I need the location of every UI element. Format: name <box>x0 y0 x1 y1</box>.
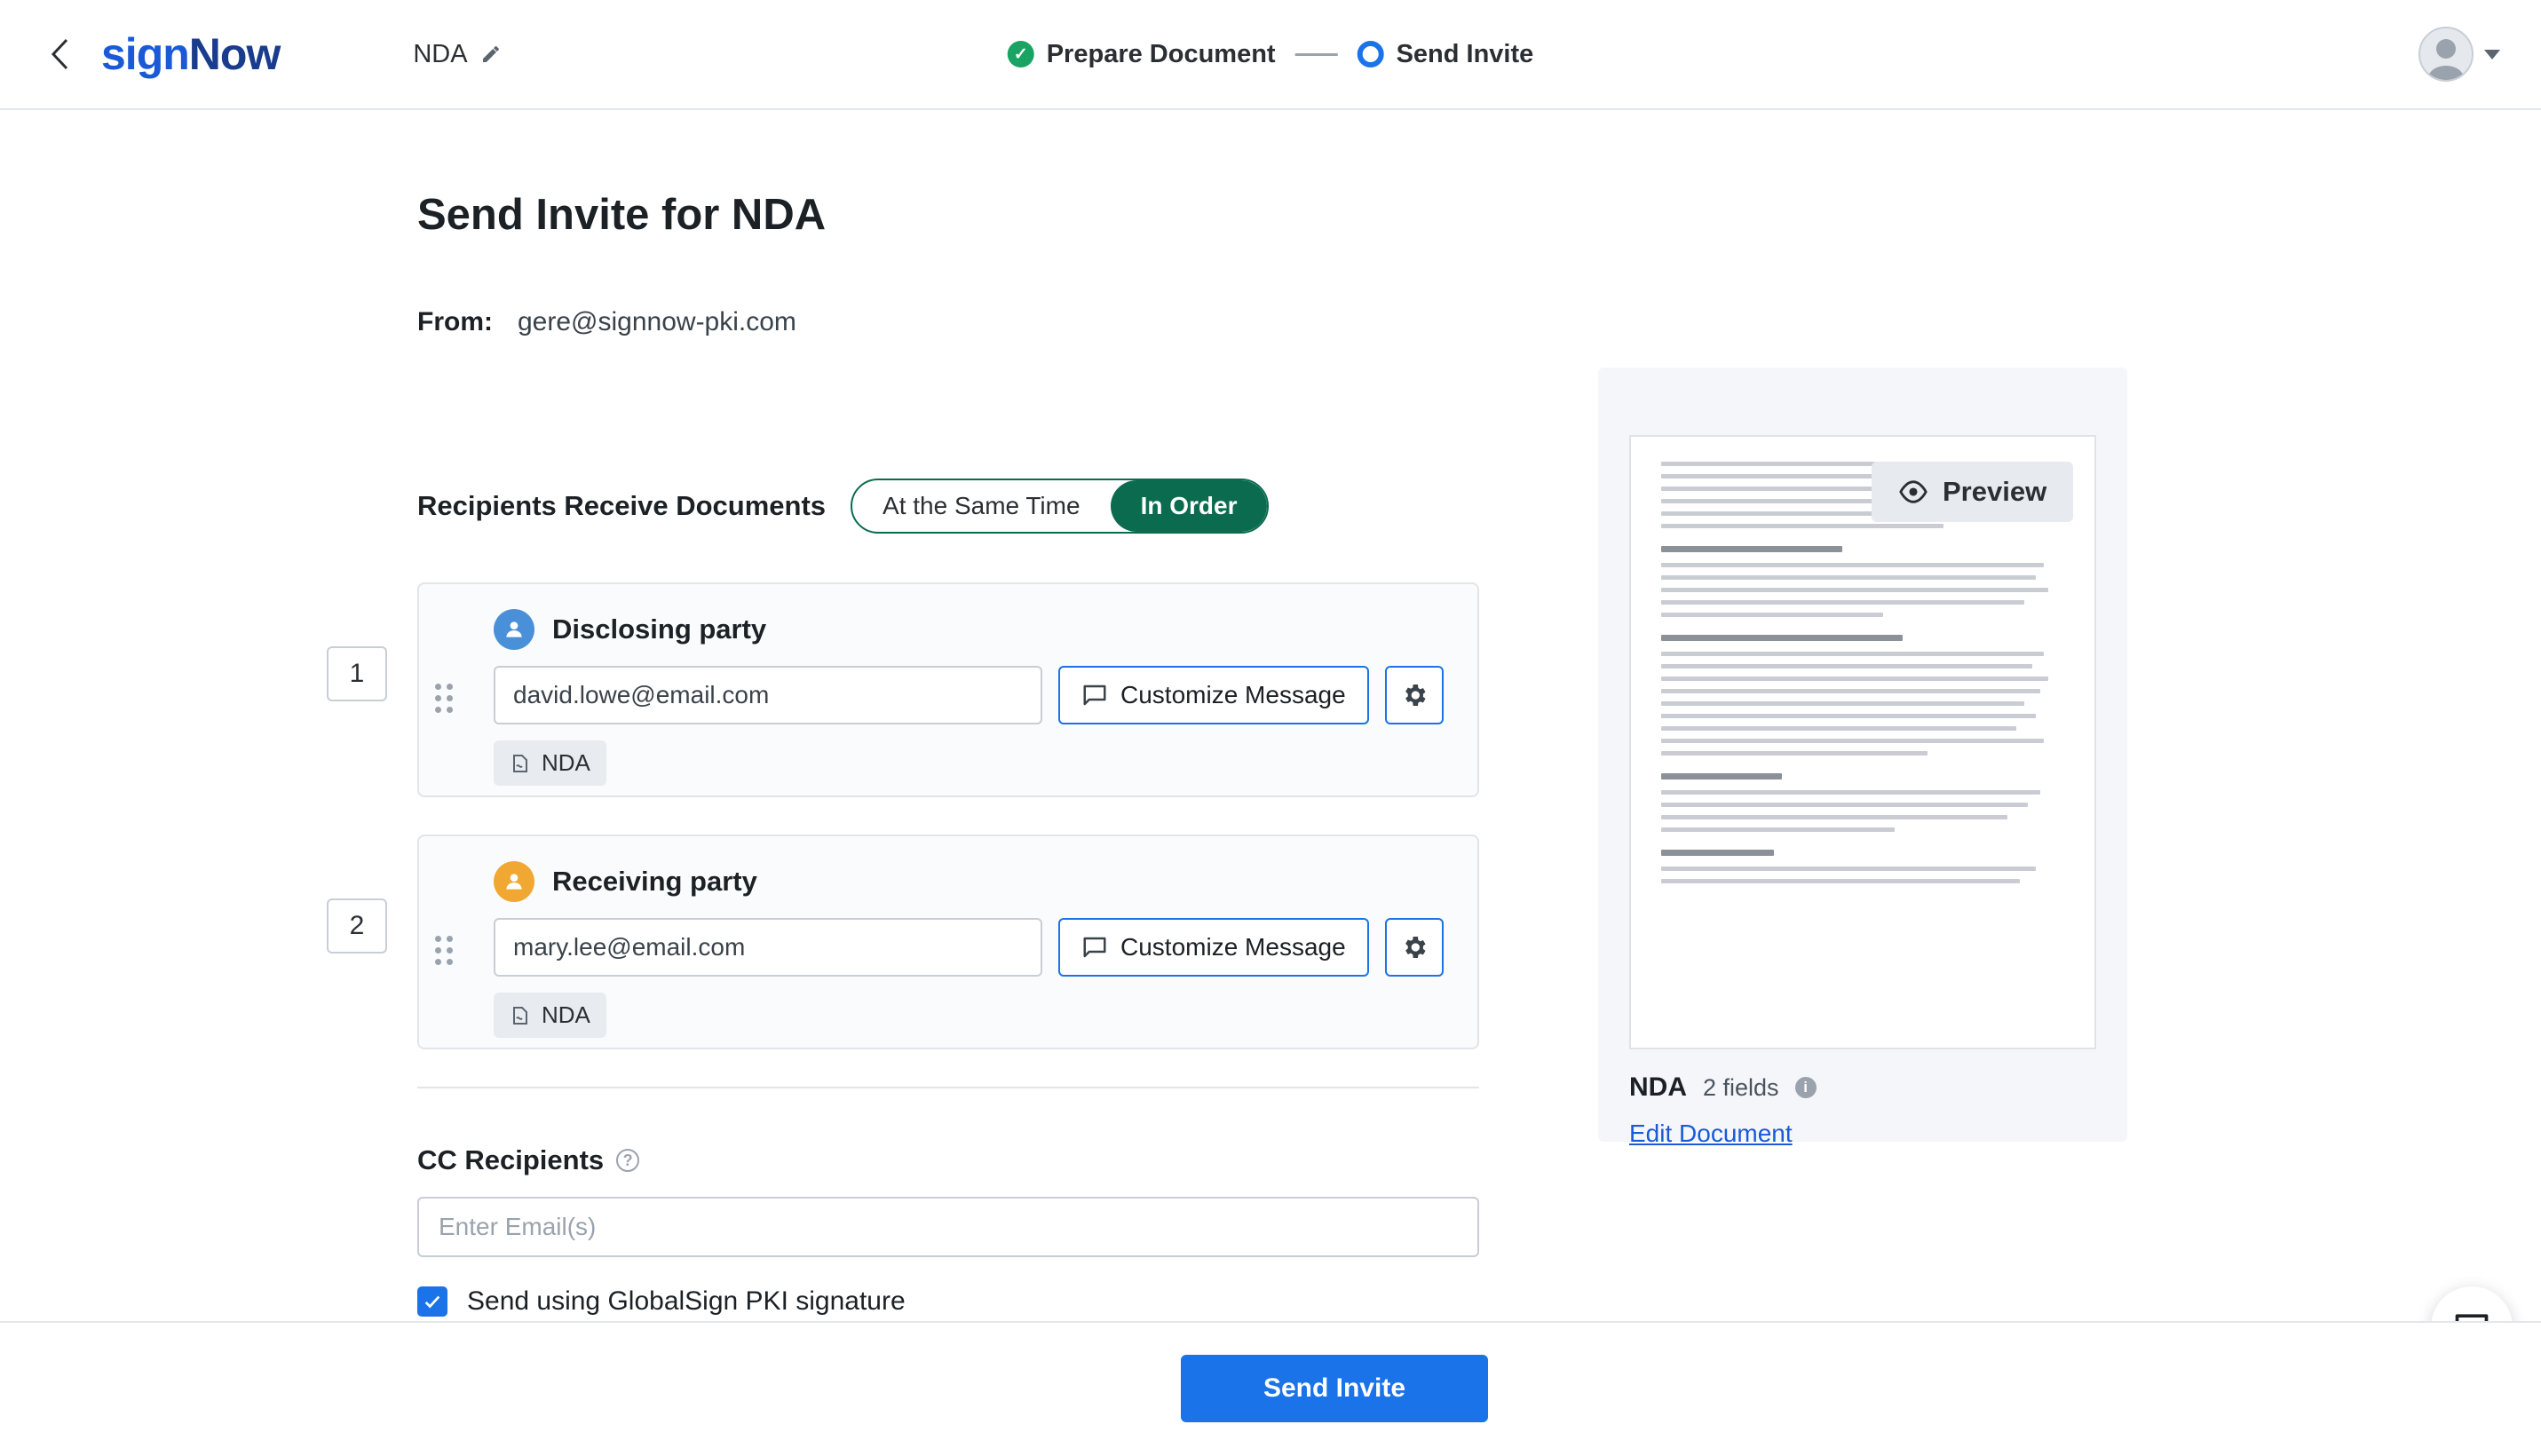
recipient-settings-button[interactable] <box>1385 666 1444 724</box>
recipient-card <box>417 582 1479 797</box>
recipient-role: Receiving party <box>552 866 757 897</box>
footer-bar <box>0 1321 2541 1456</box>
question-mark-icon[interactable]: ? <box>616 1149 639 1172</box>
avatar <box>2418 27 2474 82</box>
preview-button[interactable] <box>1872 462 2073 522</box>
logo-text-now: Now <box>188 29 281 79</box>
step-connector <box>1295 53 1338 56</box>
signnow-logo[interactable] <box>101 28 280 80</box>
recipient-line <box>419 902 1477 977</box>
recipient-header <box>419 836 1477 902</box>
order-toggle-group[interactable] <box>851 479 1269 534</box>
from-label: From: <box>417 307 493 336</box>
customize-message-label: Customize Message <box>1120 933 1346 961</box>
gear-icon <box>1400 681 1429 709</box>
preview-doc-name: NDA <box>1629 1072 1687 1102</box>
message-icon <box>1081 682 1108 708</box>
document-name: NDA <box>413 39 468 68</box>
recipient-email-input[interactable] <box>494 918 1042 977</box>
account-menu[interactable] <box>2418 27 2500 82</box>
drag-handle[interactable] <box>435 936 455 966</box>
user-circle-icon <box>494 861 534 902</box>
chevron-down-icon <box>2484 50 2500 59</box>
check-icon <box>423 1292 442 1311</box>
toggle-at-the-same-time[interactable]: At the Same Time <box>883 492 1081 519</box>
recipient-role: Disclosing party <box>552 613 767 645</box>
recipient-header <box>419 584 1477 650</box>
ring-circle-icon <box>1358 41 1384 67</box>
section-divider <box>417 1087 1479 1088</box>
recipients-order-row <box>417 479 1269 534</box>
preview-fields-count: 2 fields <box>1703 1073 1779 1101</box>
edit-document-link[interactable]: Edit Document <box>1629 1120 1793 1147</box>
cc-recipients-input[interactable] <box>417 1197 1479 1257</box>
customize-message-label: Customize Message <box>1120 681 1346 708</box>
recipient-order-badge[interactable]: 1 <box>327 646 387 701</box>
document-signature-icon <box>510 1005 531 1026</box>
pki-checkbox[interactable] <box>417 1286 447 1317</box>
document-tag-label: NDA <box>542 1001 590 1028</box>
from-value: gere@signnow-pki.com <box>518 307 796 336</box>
check-circle-icon: ✓ <box>1008 41 1034 67</box>
from-row <box>417 307 796 337</box>
pki-label: Send using GlobalSign PKI signature <box>467 1286 906 1316</box>
document-tag[interactable] <box>494 993 606 1038</box>
page-title: Send Invite for NDA <box>417 191 827 239</box>
drag-handle[interactable] <box>435 684 455 714</box>
recipient-line <box>419 650 1477 724</box>
step-send-invite-label: Send Invite <box>1396 39 1534 68</box>
step-prepare-document[interactable] <box>1008 40 1276 69</box>
user-circle-icon <box>494 609 534 650</box>
recipient-doc-tag-row <box>419 977 1477 1038</box>
document-tag-label: NDA <box>542 749 590 776</box>
recipient-email-input[interactable] <box>494 666 1042 724</box>
recipients-order-label: Recipients Receive Documents <box>417 490 827 521</box>
eye-icon <box>1898 480 1928 503</box>
pki-option-row <box>417 1286 1479 1317</box>
logo-text-sign: sign <box>101 29 189 79</box>
recipient-order-badge[interactable]: 2 <box>327 898 387 954</box>
send-invite-button[interactable]: Send Invite <box>1181 1355 1488 1422</box>
document-signature-icon <box>510 753 531 774</box>
recipient-card <box>417 835 1479 1049</box>
step-send-invite[interactable] <box>1358 40 1534 69</box>
cc-recipients-label-row <box>417 1144 639 1176</box>
main-content <box>0 110 2541 1321</box>
toggle-in-order[interactable]: In Order <box>1111 480 1268 532</box>
document-thumbnail[interactable] <box>1629 435 2096 1049</box>
customize-message-button[interactable] <box>1058 666 1369 724</box>
info-icon[interactable]: i <box>1795 1077 1817 1098</box>
document-name-area[interactable] <box>413 40 501 69</box>
chevron-left-icon <box>49 36 72 72</box>
step-indicator <box>1008 40 1534 69</box>
gear-icon <box>1400 933 1429 961</box>
document-tag[interactable] <box>494 740 606 786</box>
back-button[interactable] <box>44 38 76 70</box>
top-bar <box>0 0 2541 110</box>
step-prepare-document-label: Prepare Document <box>1046 39 1276 68</box>
preview-button-label: Preview <box>1943 476 2047 507</box>
pencil-icon[interactable] <box>480 44 502 65</box>
message-icon <box>1081 934 1108 961</box>
cc-recipients-label: CC Recipients <box>417 1144 605 1175</box>
customize-message-button[interactable] <box>1058 918 1369 977</box>
recipient-doc-tag-row <box>419 724 1477 786</box>
recipient-settings-button[interactable] <box>1385 918 1444 977</box>
document-meta <box>1629 1072 1817 1103</box>
